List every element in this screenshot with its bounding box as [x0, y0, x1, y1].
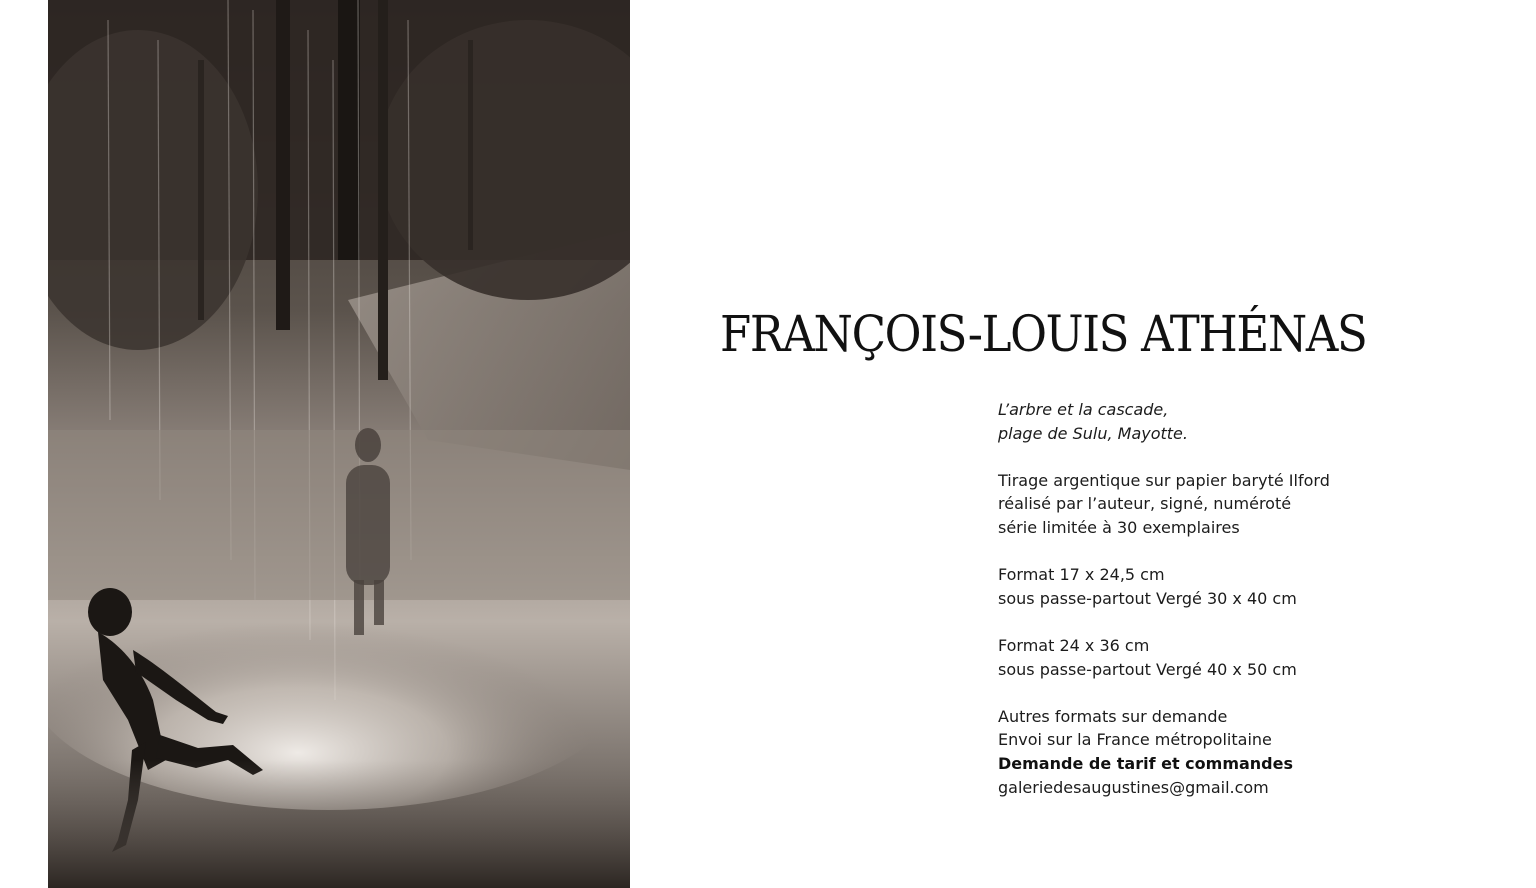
caption-title: L’arbre et la cascade,	[998, 400, 1169, 419]
artwork-caption	[998, 398, 1478, 445]
artist-name-title: FRANÇOIS-LOUIS ATHÉNAS	[720, 305, 1367, 363]
photograph-waterfall-image	[48, 0, 630, 888]
waterfall-photograph	[48, 0, 630, 888]
shipping-info: Envoi sur la France métropolitaine	[998, 730, 1272, 750]
format-large-size: Format 24 x 36 cm	[998, 635, 1150, 655]
artwork-details	[998, 398, 1478, 799]
format-large-mat: sous passe-partout Vergé 40 x 50 cm	[998, 659, 1297, 679]
ordering-info	[998, 705, 1478, 799]
format-small-size: Format 17 x 24,5 cm	[998, 565, 1165, 585]
print-process: Tirage argentique sur papier baryté Ilford	[998, 470, 1330, 490]
print-details	[998, 469, 1478, 540]
print-author: réalisé par l’auteur, signé, numéroté	[998, 494, 1292, 514]
format-large	[998, 634, 1478, 681]
contact-email[interactable]: galeriedesaugustines@gmail.com	[998, 777, 1269, 797]
order-request-heading: Demande de tarif et commandes	[998, 753, 1293, 773]
format-small	[998, 563, 1478, 610]
format-small-mat: sous passe-partout Vergé 30 x 40 cm	[998, 588, 1297, 608]
print-edition: série limitée à 30 exemplaires	[998, 517, 1240, 537]
other-formats: Autres formats sur demande	[998, 706, 1228, 726]
caption-location: plage de Sulu, Mayotte.	[998, 423, 1188, 443]
